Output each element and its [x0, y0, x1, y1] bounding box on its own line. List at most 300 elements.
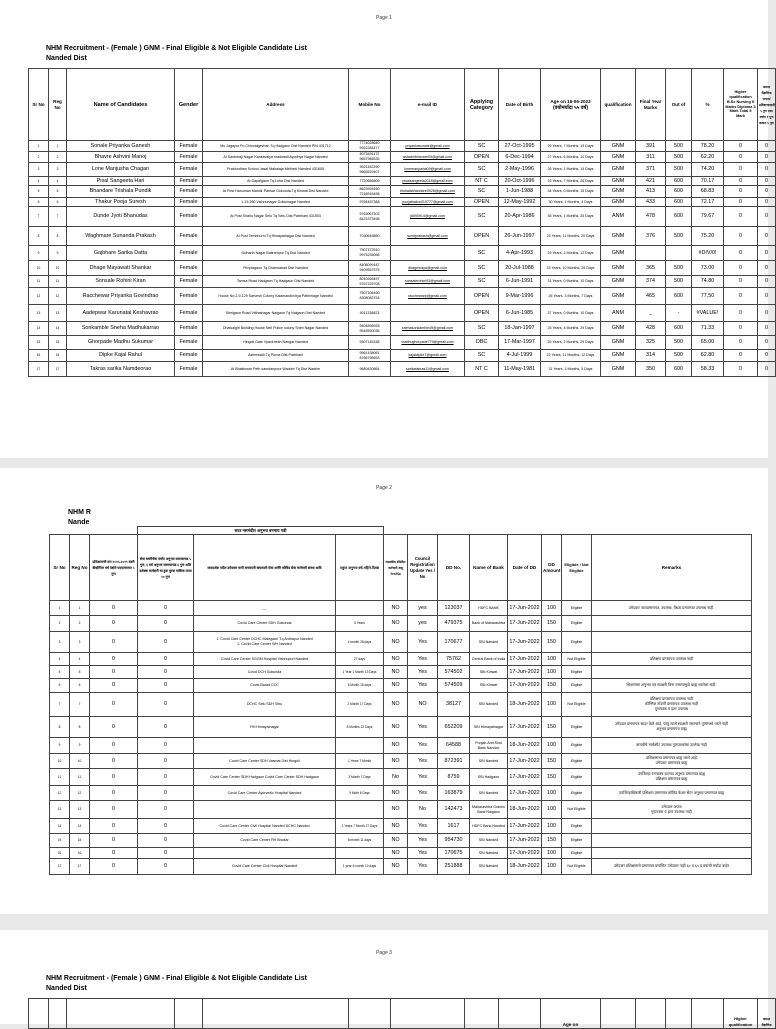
- marathi-marks-cell: 0: [758, 322, 776, 336]
- remarks-cell: उमेदवार जातप्रमाणपत्र, उपलब्ध, वैधता प्रमाणपत्र उपलब्ध नाही.: [592, 601, 752, 616]
- age-cell: 34 Years, 0 Months, 15 Days: [541, 186, 601, 198]
- reg-no-cell: 6: [49, 198, 67, 207]
- col-marathi-e: शासकीय सेवेतील कर्मचारी असू Yes/No: [384, 535, 408, 601]
- remarks-cell: उमेदवार प्रमाणपत्र सादर केले आहे, परंतु त्याचे स्वाक्षरी नसल्याने गुणांमध्ये धरले नाही अनुभव प्रमाणपत्र ग्राह्य: [592, 717, 752, 738]
- remarks-cell: उमेदवार प्रशिक्षणाचे प्रमाणपत्र प्रमाणित उमेदवार नाही ६० व ६५ व वयाची मर्यादा बाहेर: [592, 859, 752, 875]
- out-of-cell: 600: [666, 198, 692, 207]
- marathi-b-cell: 0: [138, 769, 194, 786]
- col-bank: Name of Bank: [470, 535, 508, 601]
- email-cell: kajaldipke7@gmail.com: [391, 350, 465, 362]
- reg-no-cell: 8: [70, 717, 90, 738]
- page-label: Page 3: [376, 950, 392, 956]
- council-cell: Yes: [408, 769, 438, 786]
- govt-employee-cell: NO: [384, 738, 408, 754]
- dd-date-cell: 17-Jun-2022: [508, 679, 542, 693]
- age-cell: 26 Years, 7 Months, 19 Days: [541, 141, 601, 152]
- col-reg-no: Reg No: [49, 69, 67, 141]
- sr-no-cell: 13: [50, 801, 70, 819]
- dd-date-cell: 17-Jun-2022: [508, 819, 542, 834]
- col-sr-no: Sr No: [29, 69, 49, 141]
- govt-employee-cell: NO: [384, 819, 408, 834]
- mobile-cell: 9011338823: [349, 305, 391, 322]
- table-row: [50, 848, 752, 859]
- reg-no-cell: 17: [49, 362, 67, 377]
- col-marathi-a: प्रशिक्षणाची सन २०१५-२०१९ दवरी बीव्हीपिल वर्ष पेक्षेले पदवतारावत ५ गुण: [90, 535, 138, 601]
- eligible-cell: Not Eligible: [562, 859, 592, 875]
- marathi-marks-cell: 0: [758, 305, 776, 322]
- remarks-cell: [592, 848, 752, 859]
- address-cell: Dhawalgiri Building House Neil Police colony Sneh Nagar Nanded: [203, 322, 349, 336]
- email-cell: sonsalerohini93@gmail.com: [391, 276, 465, 288]
- marathi-a-cell: 0: [90, 769, 138, 786]
- address-cell: Hingoli Gate Vyankhesh Nangar Nanded: [203, 336, 349, 350]
- dd-amount-cell: 150: [542, 632, 562, 653]
- bank-cell: SBI Kinwat: [470, 679, 508, 693]
- dob-cell: 11-May-1981: [499, 362, 541, 377]
- marathi-marks-cell: 0: [758, 261, 776, 276]
- category-cell: NT C: [465, 177, 499, 186]
- page-3: [0, 930, 772, 1027]
- percent-cell: 74.20: [692, 163, 724, 177]
- dd-date-cell: 18-Jun-2022: [508, 801, 542, 819]
- col-gender: Gender: [175, 69, 203, 141]
- marks-cell: [636, 246, 666, 261]
- qualification-cell: GNM: [601, 163, 636, 177]
- age-cell: 27 Years, 6 Months, 10 Days: [541, 152, 601, 163]
- higher-qual-cell: 0: [724, 152, 758, 163]
- marathi-a-cell: 0: [90, 632, 138, 653]
- page-label: Page 1: [376, 15, 392, 21]
- col-name: Name of Candidates: [67, 69, 175, 141]
- eligible-cell: Eligible: [562, 738, 592, 754]
- eligible-cell: Eligible: [562, 786, 592, 801]
- gender-cell: Female: [175, 261, 203, 276]
- govt-employee-cell: NO: [384, 717, 408, 738]
- experience-cell: 1 Years 7 Month: [336, 754, 384, 769]
- covid-center-cell: DCHC Selu SDH Selu: [194, 693, 336, 717]
- col-age: [541, 69, 601, 141]
- experience-group-header: सदर नसमंदीत अनुभव वनमाय गडी: [138, 527, 384, 535]
- govt-employee-cell: NO: [384, 616, 408, 632]
- covid-center-cell: [194, 848, 336, 859]
- table-row: [50, 859, 752, 875]
- out-of-cell: 600: [666, 207, 692, 227]
- percent-cell: 68.83: [692, 186, 724, 198]
- bank-cell: SBI Hadgaon: [470, 769, 508, 786]
- qualification-cell: GNM: [601, 350, 636, 362]
- bank-cell: SBI Kinwat: [470, 666, 508, 679]
- gender-cell: Female: [175, 288, 203, 305]
- experience-cell: 5 Years: [336, 616, 384, 632]
- reg-no-cell: 4: [49, 177, 67, 186]
- out-of-cell: 500: [666, 141, 692, 152]
- gender-cell: Female: [175, 207, 203, 227]
- col-higher-qualification: Higher qualification: [724, 999, 758, 1029]
- marks-cell: 325: [636, 336, 666, 350]
- experience-cell: 8 month 11 days: [336, 834, 384, 848]
- category-cell: NT C: [465, 362, 499, 377]
- council-cell: yes: [408, 616, 438, 632]
- email-cell: racchewarp@gmail.com: [391, 288, 465, 305]
- marathi-a-cell: 0: [90, 717, 138, 738]
- dd-date-cell: 17-Jun-2022: [508, 834, 542, 848]
- reg-no-cell: 15: [70, 834, 90, 848]
- dd-no-cell: 142473: [438, 801, 470, 819]
- higher-qual-cell: 0: [724, 177, 758, 186]
- higher-qual-cell: 0: [724, 336, 758, 350]
- council-cell: Yes: [408, 754, 438, 769]
- percent-cell: 65.00: [692, 336, 724, 350]
- out-of-cell: 500: [666, 261, 692, 276]
- marathi-a-cell: 0: [90, 666, 138, 679]
- name-cell: Aadepwar Karunatai Keshavrao: [67, 305, 175, 322]
- reg-no-cell: 1: [49, 141, 67, 152]
- percent-cell: 78.20: [692, 141, 724, 152]
- marathi-a-cell: 0: [90, 819, 138, 834]
- table-row: [29, 163, 776, 177]
- name-cell: Takras sarika Namdeorao: [67, 362, 175, 377]
- eligible-cell: Eligible: [562, 769, 592, 786]
- mobile-cell: 8623928160 7218918498: [349, 186, 391, 198]
- covid-center-cell: Covid Care Center SGGM Hospital Vishnupuri Nanded: [194, 653, 336, 666]
- table-row: [50, 786, 752, 801]
- marks-cell: 433: [636, 198, 666, 207]
- dd-amount-cell: 100: [542, 653, 562, 666]
- dob-cell: 4-Apr-1993: [499, 246, 541, 261]
- out-of-cell: 500: [666, 152, 692, 163]
- out-of-cell: 500: [666, 350, 692, 362]
- percent-cell: 58.33: [692, 362, 724, 377]
- dd-amount-cell: 150: [542, 769, 562, 786]
- dob-cell: 6-Dec-1994: [499, 152, 541, 163]
- bank-cell: Central Bank of India: [470, 653, 508, 666]
- table-row: [29, 141, 776, 152]
- address-cell: At Bhakinwar Peth samdanpura Wadrim Tq Dist Wadrim: [203, 362, 349, 377]
- dd-no-cell: 574509: [438, 679, 470, 693]
- reg-no-cell: 2: [49, 152, 67, 163]
- address-cell: Tamsa Road Hadgaon Tq Hadgaon Dist Nanded: [203, 276, 349, 288]
- marathi-b-cell: 0: [138, 754, 194, 769]
- council-cell: Yes: [408, 786, 438, 801]
- col-mobile: Mobile No: [349, 69, 391, 141]
- bank-cell: SBI Nanded: [470, 848, 508, 859]
- email-cell: ashwinibhavare09@gmail.com: [391, 152, 465, 163]
- marathi-b-cell: 0: [138, 801, 194, 819]
- email-cell: sundprakash@gmail.com: [391, 227, 465, 246]
- category-cell: SC: [465, 322, 499, 336]
- experience-cell: [336, 848, 384, 859]
- council-cell: Yes: [408, 717, 438, 738]
- sr-no-cell: 10: [50, 754, 70, 769]
- higher-qual-cell: 0: [724, 227, 758, 246]
- dd-no-cell: 75762: [438, 653, 470, 666]
- covid-center-cell: Covid DCH Gokunda: [194, 666, 336, 679]
- name-cell: Lone Manjusha Chagan: [67, 163, 175, 177]
- remarks-cell: शिक्षणाचा अनुभव पत्र स्वाक्षरी विना नसल्यामुळे ग्राह्य धरलेला नाही.: [592, 679, 752, 693]
- candidate-table: [28, 68, 776, 377]
- qualification-cell: GNM: [601, 177, 636, 186]
- table-row: [50, 693, 752, 717]
- council-cell: NO: [408, 693, 438, 717]
- table-row: [29, 152, 776, 163]
- remarks-cell: उपजिल्हाधिकारी प्रशिक्षण प्रमाणपत्र कोविड केअर सेंटर अनुभव प्रमाणपत्र ग्राह्य: [592, 786, 752, 801]
- col-email: e-mail ID: [391, 69, 465, 141]
- qualification-cell: GNM: [601, 227, 636, 246]
- marathi-b-cell: 0: [138, 666, 194, 679]
- category-cell: SC: [465, 141, 499, 152]
- out-of-cell: -: [666, 305, 692, 322]
- bank-cell: SBI Nanded: [470, 834, 508, 848]
- mobile-cell: 8075491172 9657985535: [349, 152, 391, 163]
- dd-amount-cell: 100: [542, 786, 562, 801]
- category-cell: SC: [465, 350, 499, 362]
- mobile-cell: 7720656809: [349, 177, 391, 186]
- covid-center-cell: Covid Barad CCC: [194, 679, 336, 693]
- marks-cell: 371: [636, 163, 666, 177]
- qualification-cell: ANM: [601, 207, 636, 227]
- council-cell: No: [408, 801, 438, 819]
- table-row: [29, 336, 776, 350]
- percent-cell: 71.33: [692, 322, 724, 336]
- gender-cell: Female: [175, 276, 203, 288]
- gender-cell: Female: [175, 198, 203, 207]
- remarks-cell: उमेदवार अपात्र गुणपत्रक व इतर उपलब्ध नाही: [592, 801, 752, 819]
- sr-no-cell: 4: [29, 177, 49, 186]
- mobile-cell: 9689430864: [349, 362, 391, 377]
- remarks-cell: [592, 616, 752, 632]
- bank-cell: SBI Nanded: [470, 786, 508, 801]
- email-cell: [391, 305, 465, 322]
- out-of-cell: 600: [666, 322, 692, 336]
- sr-no-cell: 10: [29, 261, 49, 276]
- age-cell: 31 Years, 0 Months, 10 Days: [541, 276, 601, 288]
- category-cell: SC: [465, 207, 499, 227]
- marathi-a-cell: 0: [90, 616, 138, 632]
- marks-cell: 413: [636, 186, 666, 198]
- marathi-a-cell: 0: [90, 859, 138, 875]
- sr-no-cell: 16: [50, 848, 70, 859]
- marathi-marks-cell: 0: [758, 163, 776, 177]
- higher-qual-cell: 0: [724, 186, 758, 198]
- mobile-cell: 7507172510 9975235058: [349, 246, 391, 261]
- govt-employee-cell: No: [384, 769, 408, 786]
- higher-qual-cell: 0: [724, 362, 758, 377]
- marks-cell: 365: [636, 261, 666, 276]
- remarks-cell: प्रशिक्षणाचा प्रमाणपत्र ग्राह्य धरले आहे उमेदवार प्रमाणपत्र ग्राह्य: [592, 754, 752, 769]
- category-cell: OPEN: [465, 198, 499, 207]
- sr-no-cell: 9: [29, 246, 49, 261]
- higher-qual-cell: 0: [724, 261, 758, 276]
- email-cell: sarikatakras11@gmail.com: [391, 362, 465, 377]
- remarks-cell: [592, 819, 752, 834]
- marathi-b-cell: 0: [138, 679, 194, 693]
- qualification-cell: GNM: [601, 152, 636, 163]
- percent-cell: #VALUE!: [692, 305, 724, 322]
- reg-no-cell: 8: [49, 227, 67, 246]
- gender-cell: Female: [175, 227, 203, 246]
- page-title-fragment: NHM R: [68, 509, 91, 516]
- covid-center-cell: Covid Care Center SDH Hadgaon Covid Care Center SDH Hadgaon: [194, 769, 336, 786]
- council-cell: Yes: [408, 834, 438, 848]
- bank-cell: HDFC Bank Nanded: [470, 819, 508, 834]
- experience-cell: 1 Year 1 Month 13 Days: [336, 666, 384, 679]
- percent-cell: 74.80: [692, 276, 724, 288]
- eligible-cell: Eligible: [562, 848, 592, 859]
- col-higher-qualification: Higher qualification B.Sc Nursing 5 Marks Diploma 3 Mark Total 5 Mark: [724, 69, 758, 141]
- bank-cell: HDFC BANK: [470, 601, 508, 616]
- govt-employee-cell: NO: [384, 754, 408, 769]
- dd-date-cell: 17-Jun-2022: [508, 848, 542, 859]
- experience-cell: 1 year 6 month 10 days: [336, 859, 384, 875]
- marathi-b-cell: 0: [138, 601, 194, 616]
- experience-cell: 4 month 28 days: [336, 632, 384, 653]
- col-reg-no: Reg No: [70, 535, 90, 601]
- dob-cell: 20-Apr-1986: [499, 207, 541, 227]
- table-row: [50, 632, 752, 653]
- marathi-a-cell: 0: [90, 738, 138, 754]
- remarks-cell: प्रशिक्षण प्रमाणपत्र उपलब्ध नाही: [592, 653, 752, 666]
- covid-center-cell: Covid Care Center SDH Gokunda: [194, 616, 336, 632]
- sr-no-cell: 2: [29, 152, 49, 163]
- marathi-b-cell: 0: [138, 693, 194, 717]
- sr-no-cell: 5: [50, 666, 70, 679]
- higher-qual-cell: 0: [724, 322, 758, 336]
- sr-no-cell: 15: [29, 336, 49, 350]
- dob-cell: 9-Mar-1996: [499, 288, 541, 305]
- dd-amount-cell: 150: [542, 717, 562, 738]
- eligible-cell: Eligible: [562, 754, 592, 769]
- out-of-cell: 600: [666, 186, 692, 198]
- marathi-marks-cell: 0: [758, 227, 776, 246]
- bank-cell: SBI Nanded: [470, 859, 508, 875]
- email-cell: trishalabhandare0026@gmail.com: [391, 186, 465, 198]
- category-cell: OBC: [465, 336, 499, 350]
- name-cell: Waghmare Sunanda Prakash: [67, 227, 175, 246]
- out-of-cell: [666, 246, 692, 261]
- eligible-cell: Eligible: [562, 679, 592, 693]
- qualification-cell: GNM: [601, 261, 636, 276]
- name-cell: Sonkamble Sneha Madhukarrao: [67, 322, 175, 336]
- age-cell: 26 Years, 3 Months, 7 Days: [541, 288, 601, 305]
- eligible-cell: Eligible: [562, 601, 592, 616]
- dd-date-cell: 17-Jun-2022: [508, 786, 542, 801]
- gender-cell: Female: [175, 141, 203, 152]
- remarks-cell: प्रशिक्षण प्रमाणपत्र उपलब्ध नाही कौन्सिल नोंदणी प्रमाणपत्र उपलब्ध नाही गुणपत्रक व इतर उपलब्ध: [592, 693, 752, 717]
- marks-cell: _: [636, 305, 666, 322]
- remarks-cell: [592, 666, 752, 679]
- col-marathi-c: सफदर्शक पदीत उमेदवार कमी वाचस्पती बापस्पती सेवा आणि कोविड सेवा कर्मचारी संस्था आदि: [194, 535, 336, 601]
- marathi-marks-cell: 0: [758, 207, 776, 227]
- table-row: [50, 653, 752, 666]
- dd-no-cell: 1617: [438, 819, 470, 834]
- address-cell: At Dapalgaon Tq Loha Dist Nanded: [203, 177, 349, 186]
- eligible-cell: Eligible: [562, 834, 592, 848]
- category-cell: OPEN: [465, 305, 499, 322]
- dob-cell: 26-Jun-1997: [499, 227, 541, 246]
- name-cell: Thakur Pooja Suresh: [67, 198, 175, 207]
- sr-no-cell: 5: [29, 186, 49, 198]
- table-row: [29, 305, 776, 322]
- mobile-cell: 8408099187 9409557575: [349, 261, 391, 276]
- email-cell: snehasonkamble49@gmail.com: [391, 322, 465, 336]
- marathi-a-cell: 0: [90, 653, 138, 666]
- col-remarks: Remarks: [592, 535, 752, 601]
- reg-no-cell: 13: [70, 801, 90, 819]
- mobile-cell: 9561438061 8766795653: [349, 350, 391, 362]
- higher-qual-cell: 0: [724, 305, 758, 322]
- sr-no-cell: 15: [50, 834, 70, 848]
- category-cell: OPEN: [465, 288, 499, 305]
- bank-cell: SBI Nanded: [470, 693, 508, 717]
- marathi-b-cell: 0: [138, 819, 194, 834]
- qualification-cell: ANM: [601, 305, 636, 322]
- table-row: [50, 801, 752, 819]
- table-row: [29, 246, 776, 261]
- reg-no-cell: 16: [70, 848, 90, 859]
- eligible-cell: Not Eligible: [562, 653, 592, 666]
- council-cell: yes: [408, 601, 438, 616]
- govt-employee-cell: NO: [384, 834, 408, 848]
- age-cell: 33 Years, 10 Months, 26 Days: [541, 261, 601, 276]
- dd-date-cell: 17-Jun-2022: [508, 616, 542, 632]
- address-cell: At Santshaji Nagar Kankavalya roadwadi Ayodhya Nagar Nanded: [203, 152, 349, 163]
- qualification-cell: GNM: [601, 276, 636, 288]
- dd-date-cell: 17-Jun-2022: [508, 717, 542, 738]
- sr-no-cell: 13: [29, 305, 49, 322]
- dob-cell: 1-Jun-1988: [499, 186, 541, 198]
- experience-cell: 9 Moth 6 Days: [336, 786, 384, 801]
- dd-amount-cell: 100: [542, 859, 562, 875]
- sr-no-cell: 3: [50, 632, 70, 653]
- reg-no-cell: 9: [49, 246, 67, 261]
- reg-no-cell: 10: [70, 754, 90, 769]
- gender-cell: Female: [175, 152, 203, 163]
- marks-cell: 421: [636, 177, 666, 186]
- dd-amount-cell: 150: [542, 834, 562, 848]
- marks-cell: 374: [636, 276, 666, 288]
- covid-center-cell: __: [194, 601, 336, 616]
- gender-cell: Female: [175, 186, 203, 198]
- dd-no-cell: 574502: [438, 666, 470, 679]
- council-cell: Yes: [408, 859, 438, 875]
- table-row: [29, 198, 776, 207]
- dd-date-cell: 17-Jun-2022: [508, 653, 542, 666]
- col-marathi-marks: कमाल शैक्षणिक पात्रता/ प्रशिक्षणासाठी ५ गुण एका वर्षात १ गुण कमाल ५ गुण: [758, 69, 776, 141]
- gender-cell: Female: [175, 305, 203, 322]
- eligible-cell: Eligible: [562, 632, 592, 653]
- sr-no-cell: 8: [29, 227, 49, 246]
- sr-no-cell: 16: [29, 350, 49, 362]
- name-cell: Dhage Mayawati Shankar: [67, 261, 175, 276]
- eligible-cell: Eligible: [562, 616, 592, 632]
- table-row: [50, 738, 752, 754]
- experience-cell: 3 Month 7 Days: [336, 769, 384, 786]
- dd-amount-cell: 150: [542, 616, 562, 632]
- name-cell: Pisal Sangeeta Hari: [67, 177, 175, 186]
- out-of-cell: 500: [666, 163, 692, 177]
- covid-center-cell: Covid Care Center Civil Hospital Nanded: [194, 859, 336, 875]
- category-cell: OPEN: [465, 227, 499, 246]
- govt-employee-cell: NO: [384, 848, 408, 859]
- reg-no-cell: 11: [70, 769, 90, 786]
- gender-cell: Female: [175, 362, 203, 377]
- marathi-marks-cell: 0: [758, 186, 776, 198]
- age-cell: 37 Years, 0 Months, 10 Days: [541, 305, 601, 322]
- age-cell: 36 Years, 1 Months, 26 Days: [541, 207, 601, 227]
- experience-cell: [336, 801, 384, 819]
- eligible-cell: Not Eligible: [562, 801, 592, 819]
- table-row: [29, 276, 776, 288]
